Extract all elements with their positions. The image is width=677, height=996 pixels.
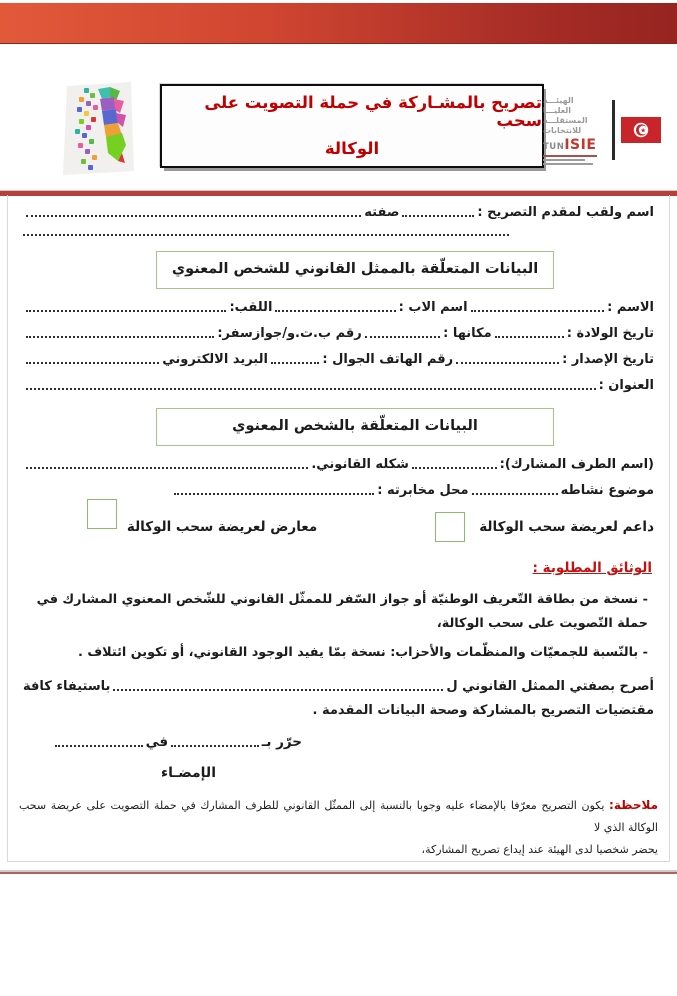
dotted-blank	[23, 234, 509, 236]
note-text-line2: يحضر شخصيا لدى الهيئة عند إيداع تصريح المشاركة،	[421, 842, 658, 856]
note-paragraph	[19, 794, 658, 860]
choice-row	[23, 512, 654, 542]
note-label: ملاحظة:	[609, 798, 659, 813]
id-passport-label: رقم ب.ت.و/جوازسفر:	[217, 326, 362, 341]
isie-wordmark: TUN ISIE	[543, 136, 597, 153]
form-content	[7, 195, 670, 862]
isie-divider-line	[612, 100, 615, 160]
document-item-2: - بالنّسبة للجمعيّات والمنظّمات والأحزاب: نسخة بمّا يفيد الوجود القانوني، أو تكوين ائتلاف .	[78, 645, 648, 661]
tunisia-flag-icon	[621, 117, 661, 144]
issue-date-label: تاريخ الإصدار :	[562, 352, 654, 367]
declaration-suffix: باستيفاء كافة	[23, 679, 111, 695]
dotted-blank	[26, 362, 159, 364]
party-name-label: (اسم الطرف المشارك):	[499, 457, 654, 472]
footer-divider-line	[0, 868, 677, 876]
name-label: الاسم :	[607, 300, 654, 315]
dotted-blank	[402, 215, 474, 217]
dotted-blank	[495, 336, 564, 338]
email-label: البريد الالكتروني	[162, 352, 268, 367]
activity-label: موضوع نشاطه	[560, 483, 654, 498]
document-item-1: - نسخة من بطاقة التّعريف الوطنيّة أو جواز السّفر للممثّل القانوني للشّخص المعنوي المشارك في حملة التّصويت على سحب الوكالة،	[36, 592, 648, 631]
dotted-blank	[456, 362, 559, 364]
section-legal-representative-title: البيانات المتعلّقة بالممثل القانوني للشخص المعنوي	[156, 251, 554, 289]
form-title-box	[160, 84, 544, 168]
birth-row	[23, 326, 654, 341]
birth-place-label: مكانها :	[443, 326, 492, 341]
isie-fineprint-bars	[543, 155, 597, 165]
isie-arabic-line: الهيئـــة	[543, 95, 574, 105]
dotted-blank	[471, 310, 605, 312]
isie-arabic-line: المستقلـــة	[543, 115, 588, 125]
dotted-blank	[365, 336, 440, 338]
dotted-blank	[174, 493, 374, 495]
declarant-row	[23, 205, 654, 220]
declaration-line2: مقتضيات التصريح بالمشاركة وصحة البيانات المقدمة .	[312, 703, 654, 719]
isie-logo-text	[543, 96, 605, 165]
top-gradient-bar	[0, 3, 677, 44]
oppose-label: معارض لعريضة سحب الوكالة	[126, 519, 318, 535]
mobile-label: رقم الهاتف الجوال :	[322, 352, 454, 367]
declaration-row	[23, 679, 654, 694]
section-legal-person-title: البيانات المتعلّقة بالشخص المعنوي	[156, 408, 554, 446]
signature-label: الإمضـاء	[161, 765, 216, 782]
dotted-blank	[171, 745, 259, 747]
isie-arabic-line: العليـــا	[543, 105, 571, 115]
dotted-blank	[26, 388, 596, 390]
address-row	[23, 378, 654, 393]
party-name-row	[23, 457, 654, 472]
dotted-blank	[275, 310, 395, 312]
declarant-name-label: اسم ولقب لمقدم التصريح :	[477, 205, 654, 220]
surname-label: اللقب:	[229, 300, 273, 315]
svg-text:★: ★	[639, 125, 646, 134]
required-documents-heading: الوثائق المطلوبة :	[532, 560, 652, 576]
address-label: العنوان :	[598, 378, 654, 393]
drawn-at-label: حرّر بـ	[261, 734, 302, 751]
note-text-line1: يكون التصريح معرّفا بالإمضاء عليه وجوبا بالنسبة إلى الممثّل القانوني للطرف المشارك في حملة التصويت على عريضة سحب الوكالة الذي لا	[19, 799, 658, 835]
dotted-blank	[55, 745, 143, 747]
declarant-capacity-label: صفته	[364, 205, 400, 220]
support-label: داعم لعريضة سحب الوكالة	[479, 519, 654, 535]
form-title-line2: الوكالة	[324, 138, 380, 158]
tunisia-mosaic-map-icon	[60, 82, 138, 175]
drawn-at-row	[52, 734, 302, 750]
legal-form-label: شكله القانوني.	[311, 457, 409, 472]
oppose-checkbox[interactable]	[87, 499, 117, 529]
form-title-line1: تصريح بالمشـاركة في حملة التصويت على سحب	[204, 93, 542, 131]
name-row	[23, 300, 654, 315]
dotted-blank	[26, 310, 226, 312]
issue-row	[23, 352, 654, 367]
tunisia-mosaic-logo	[60, 82, 138, 175]
dotted-blank	[26, 467, 308, 469]
document-header	[0, 82, 677, 177]
declaration-prefix: أصرح بصفتي الممثل القانوني ل	[446, 679, 654, 695]
date-in-label: في	[145, 734, 169, 751]
father-name-label: اسم الاب :	[398, 300, 468, 315]
support-checkbox[interactable]	[435, 512, 465, 542]
dotted-blank	[26, 215, 361, 217]
dotted-blank	[113, 689, 443, 691]
correspondence-label: محل مخابرته :	[377, 483, 469, 498]
activity-row	[23, 483, 654, 498]
dotted-blank	[472, 493, 558, 495]
dotted-blank	[26, 336, 214, 338]
birth-date-label: تاريخ الولادة :	[566, 326, 654, 341]
dotted-blank	[271, 362, 319, 364]
isie-arabic-line: للانتخابات	[543, 125, 582, 135]
isie-logo	[543, 88, 665, 172]
dotted-blank	[412, 467, 497, 469]
